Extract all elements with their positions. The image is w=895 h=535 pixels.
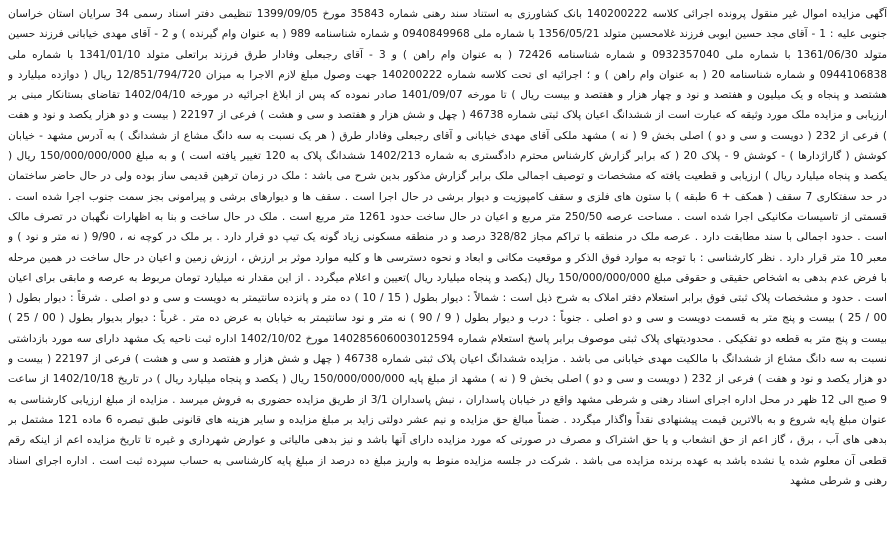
auction-notice [8,4,887,527]
notice-body: آگهی مزایده اموال غیر منقول پرونده اجرائی کلاسه 140200222 بانک کشاورزی به استناد سند رهنی شماره 35843 مورخ 1399/09/05 تنظیمی دفتر اسناد رسمی 34 سرایان استان خراسان جنوبی علیه : 1 - آقای مجد حسین ایوبی فرزند غلامحسین متولد 1356/05/21 با شماره ملی 0940849968 و شماره شناسنامه 989 ( به عنوان وام گیرنده ) و 2 - آقای مهدی خیابانی فرزند حسین متولد 1361/06/30 با شماره ملی 0932357040 و شماره شناسنامه 72426 ( به عنوان وام راهن ) و 3 - آقای رجبعلی وفادار طرق فرزند براتعلی متولد 1341/01/10 با شماره ملی 0944106838 و شماره شناسنامه 20 ( به عنوان وام راهن ) و ؛ اجرائیه ای تحت کلاسه شماره 140200222 جهت وصول مبلغ لازم الاجرا به میزان 12/851/794/720 ریال ( دوازده میلیارد و هشتصد و پنجاه و یک میلیون و هفتصد و نود و چهار هزار و هفتصد و بیست ریال ) تا مورخه 1401/09/07 صادر نموده که پس از ابلاغ اجرائیه در مورخه 1402/04/10 تقاضای بستانکار مبنی بر ارزیابی و مزایده ملک مورد وثیقه که عبارت است از ششدانگ اعیان پلاک ثبتی شماره 46738 ( چهل و شش هزار و هفتصد و سی و هشت ) فرعی از 22197 ( بیست و دو هزار یکصد و نود و هفت ) فرعی از 232 ( دویست و سی و دو ) اصلی بخش 9 ( نه ) مشهد ملکی آقای مهدی خیابانی و آقای رجبعلی وفادار طرق ( هر یک نسبت به سه دانگ مشاع از ششدانگ ) به آدرس مشهد - خیابان کوشش ( گاراژدارها ) - کوشش 9 - پلاک 20 ( که برابر گزارش کارشناس محترم دادگستری به شماره 1402/213 ششدانگ پلاک به 120 تغییر یافته است ) و به مبلغ 150/000/000/000 ریال ( یکصد و پنجاه میلیارد ریال ) ارزیابی و قطعیت یافته که مشخصات و توصیف اجمالی ملک برابر گزارش مذکور بدین شرح می باشد : ملک در زمان ترهین قدیمی ساز بوده ولی در حال حاضر ساختمان در حد سفتکاری 7 سقف ( همکف + 6 طبقه ) با ستون های فلزی و سقف کامپوزیت و دیوار برشی در حال اجرا است . سقف ها و دیوارهای برشی و پیرامونی بجز سمت جنوب اجرا شده است . قسمتی از تاسیسات مکانیکی اجرا شده است . مساحت عرصه 250/50 متر مربع و اعیان در حال ساخت حدود 1261 متر مربع است . ملک در حال ساخت و بنا به اظهارات نگهبان در تصرف مالک است . حدود اجمالی با سند مطابقت دارد . عرصه ملک در منطقه با تراکم مجاز 328/82 درصد و در منطقه مسکونی زیاد گونه یک تیپ دو قرار دارد . بر ملک در کوچه نه ، 9/90 ( نه متر و نود ) و معبر 10 متر قرار دارد . نظر کارشناسی : با توجه به موارد فوق الذکر و موقعیت مکانی و ابعاد و نحوه دسترسی ها و کلیه موارد موثر بر ارزش ، ارزش زمین و اعیان در حال ساخت در همین مرحله با فرض عدم بدهی به اشخاص حقیقی و حقوقی مبلغ 150/000/000/000 ریال (یکصد و پنجاه میلیارد ریال )تعیین و اعلام میگردد . از این مقدار نه میلیارد تومان مربوط به عرصه و مابقی برای اعیان است . حدود و مشخصات پلاک ثبتی فوق برابر استعلام دفتر املاک به شرح ذیل است : شمالاً : دیوار بطول ( 15 / 10 ) ده متر و پانزده سانتیمتر به دویست و سی و دو اصلی . شرقاً : دیوار بطول ( 00 / 25 ) بیست و پنج متر به قسمت دویست و سی و دو اصلی . جنوباً : درب و دیوار بطول ( 9 / 90 ) نه متر و نود سانتیمتر به خیابان به عرض ده متر . غرباً : دیوار بدیوار بطول ( 00 / 25 ) بیست و پنج متر به قطعه دو تفکیکی . محدودیتهای پلاک ثبتی موصوف برابر پاسخ استعلام شماره 140285606003012594 مورخ 1402/10/02 اداره ثبت ناحیه یک مشهد دارای سه مورد بازداشتی نسبت به سه دانگ مشاع از ششدانگ با مالکیت مهدی خیابانی می باشد . مزایده ششدانگ اعیان پلاک ثبتی شماره 46738 ( چهل و شش هزار و هفتصد و سی و هشت ) فرعی از 22197 ( بیست و دو هزار یکصد و نود و هفت ) فرعی از 232 ( دویست و سی و دو ) اصلی بخش 9 ( نه ) مشهد از مبلغ پایه 150/000/000/000 ریال ( یکصد و پنجاه میلیارد ریال ) در تاریخ 1402/10/18 از ساعت 9 صبح الی 12 ظهر در محل اداره اجرای اسناد رهنی و شرطی مشهد واقع در خیابان پاسداران ، نبش پاسداران 3/1 از طریق مزایده حضوری به فروش میرسد . مزایده از مبلغ ارزیابی کارشناسی به عنوان مبلغ پایه شروع و به بالاترین قیمت پیشنهادی نقداً واگذار میگردد . ضمناً مبالغ حق مزایده و نیم عشر دولتی زاید بر مبلغ مزایده و سایر هزینه های قانونی طبق تبصره 6 ماده 121 مشتمل بر بدهی های آب ، برق ، گاز اعم از حق انشعاب و یا حق اشتراک و مصرف در صورتی که مورد مزایده دارای آنها باشد و نیز بدهی مالیاتی و عوارض شهرداری و غیره تا تاریخ مزایده اعم از اینکه رقم قطعی آن معلوم شده یا نشده باشد به عهده برنده مزایده می باشد . شرکت در جلسه مزایده منوط به واریز مبلغ ده درصد از مبلغ پایه کارشناسی به حساب سپرده ثبت است . اداره اجرای اسناد رهنی و شرطی مشهد [8,8,887,487]
